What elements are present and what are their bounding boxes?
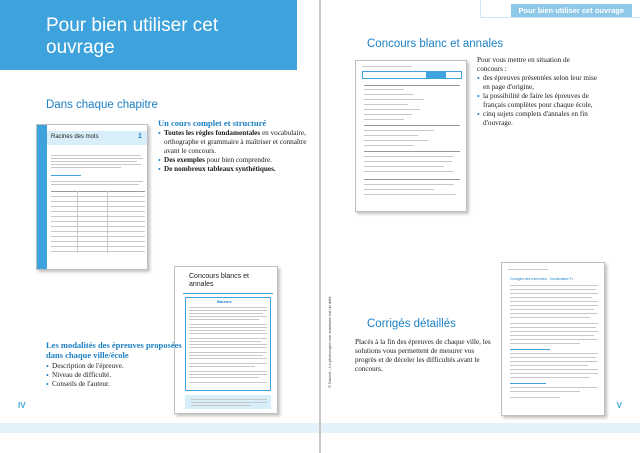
thumbnail-title: Racines des mots [51,134,99,140]
thumbnail-strip [37,125,47,269]
section-heading-corriges: Corrigés détaillés [367,318,456,330]
page-number-right: V [616,401,622,410]
modalites-list [46,362,176,389]
running-head: Pour bien utiliser cet ouvrage [511,4,632,17]
modalites-heading: Les modalités des épreuves proposées dans chaque ville/école [46,340,182,360]
section-heading-chapitre: Dans chaque chapitre [46,99,158,111]
cours-list [158,129,308,174]
thumbnail-subtitle: Barème [217,299,232,304]
thumbnail-number: 1 [138,133,142,140]
thumbnail-racines [36,124,148,270]
concours-intro: Pour vous mettre en situation de concours : [477,56,570,73]
left-page [0,0,319,453]
footer-band [0,423,319,433]
concours-item: • des épreuves présentées selon leur mise en page d'origine, [477,74,597,91]
modalites-item: • Description de l'épreuve. [46,362,124,371]
concours-item: • cinq sujets complets d'annales en fin d'ouvrage. [477,110,588,127]
footer-band [321,423,640,433]
cours-heading: Un cours complet et structuré [158,118,267,128]
thumbnail-title: Corrigés des exercices - Vocabulaire Fr [510,277,573,281]
cours-item: • Toutes les règles fondamentales en vocabulaire, orthographe et grammaire à maîtriser et connaître avant le concours. [158,129,307,155]
copyright-note: © Dunod – La photocopie non autorisée est un délit. [327,295,332,388]
thumbnail-exam-header [362,71,462,79]
thumbnail-corriges [501,262,605,416]
right-page [321,0,640,453]
thumbnail-title: Concours blancs et annales [189,273,249,288]
thumbnail-exam [355,60,467,212]
cours-item: • De nombreux tableaux synthétiques. [158,165,276,174]
thumbnail-concours [174,266,278,414]
concours-item: • la possibilité de faire les épreuves de français complètes pour chaque école, [477,92,593,109]
modalites-item: • Conseils de l'auteur. [46,380,110,389]
modalites-item: • Niveau de difficulté. [46,371,112,380]
cours-item: • Des exemples pour bien comprendre. [158,156,272,165]
thumbnail-exam-tag [426,72,446,78]
corriges-text: Placés à la fin des épreuves de chaque ville, les solutions vous permettent de mesurer vos progrès et de déceler les difficultés avant le concours. [355,338,491,373]
page-number-left: IV [18,401,26,410]
section-heading-concours: Concours blanc et annales [367,38,504,50]
page-title: Pour bien utiliser cet ouvrage [46,15,219,58]
concours-list [477,74,602,128]
